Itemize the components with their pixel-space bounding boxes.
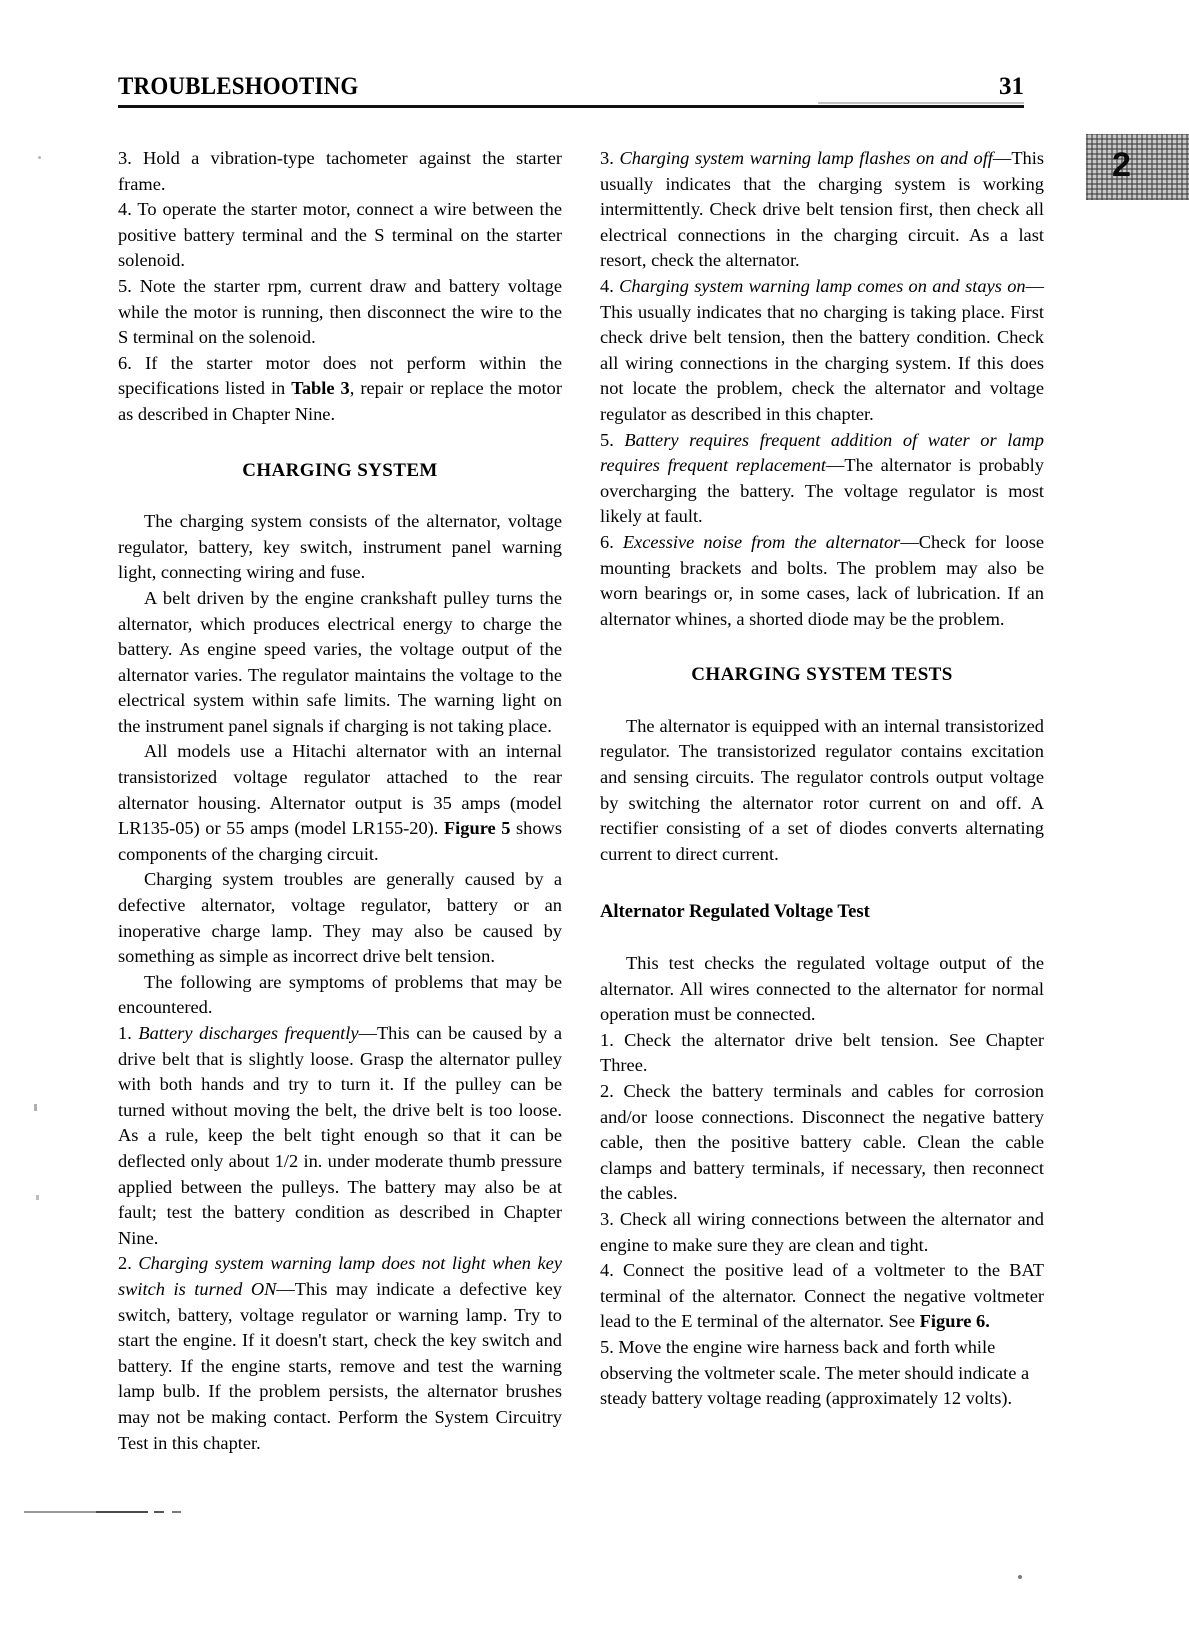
figure-reference: Figure 5 xyxy=(443,818,511,839)
page-number: 31 xyxy=(999,73,1024,100)
scan-artifact-dash xyxy=(154,1511,164,1513)
table-reference: Table 3 xyxy=(291,378,350,399)
symptom-item: 3. Charging system warning lamp flashes on and off—This usually indicates that the charging system is working intermittently. Check drive belt tension first, then check all electrical connections in the charging circuit. As a last resort, check the alternator. xyxy=(600,148,1045,271)
list-item: 3. Check all wiring connections between the alternator and engine to make sure they are clean and tight. xyxy=(600,1208,1044,1255)
symptom-title: Charging system warning lamp flashes on and off xyxy=(619,148,993,168)
section-heading: CHARGING SYSTEM TESTS xyxy=(691,664,953,686)
symptom-title: Excessive noise from the alternator xyxy=(622,531,901,552)
right-column xyxy=(600,146,1044,1412)
symptom-item: 1. Battery discharges frequently—This can be caused by a drive belt that is slightly loose. Grasp the alternator pulley with both hands and try to turn it. If the pulley can be turned without moving the belt, the drive belt is too loose. As a rule, keep the belt tight enough so that it can be deflected only about 1/2 in. under moderate thumb pressure applied between the pulleys. The battery may also be at fault; test the battery condition as described in Chapter Nine. xyxy=(118,1023,562,1248)
list-item: 6. If the starter motor does not perform within the specifications listed in Table 3, repair or replace the motor as described in Chapter Nine. xyxy=(118,352,562,424)
scan-artifact-speck xyxy=(38,156,41,159)
scan-artifact-speck xyxy=(1018,1575,1022,1579)
page-header xyxy=(118,72,1024,112)
scan-artifact-line xyxy=(96,1511,148,1513)
paragraph: The charging system consists of the alternator, voltage regulator, battery, key switch, instrument panel warning light, connecting wiring and fuse. xyxy=(118,511,562,583)
header-rule-artifact xyxy=(818,102,1024,104)
list-item: 2. Check the battery terminals and cables for corrosion and/or loose connections. Disconnect the negative battery cable, then the positive battery cable. Clean the cable clamps and battery terminals, if necessary, then reconnect the cables. xyxy=(600,1081,1044,1204)
scan-artifact-dash xyxy=(172,1511,181,1513)
figure-reference: Figure 6. xyxy=(919,1311,990,1332)
chapter-thumb-tab xyxy=(1086,134,1189,200)
page-title: TROUBLESHOOTING xyxy=(118,73,359,100)
symptom-item: 4. Charging system warning lamp comes on and stays on—This usually indicates that no charging is taking place. First check drive belt tension, then the battery condition. Check all wiring connections in the charging system. If this does not locate the problem, check the alternator and voltage regulator as described in this chapter. xyxy=(600,275,1045,424)
list-item: 5. Note the starter rpm, current draw and battery voltage while the motor is running, then disconnect the wire to the S terminal on the solenoid. xyxy=(118,275,562,348)
paragraph: A belt driven by the engine crankshaft pulley turns the alternator, which produces electrical energy to charge the battery. As engine speed varies, the voltage output of the alternator varies. The regulator maintains the voltage to the electrical system within safe limits. The warning light on the instrument panel signals if charging is not taking place. xyxy=(118,587,562,736)
list-item: 4. To operate the starter motor, connect a wire between the positive battery terminal and the S terminal on the starter solenoid. xyxy=(118,199,562,271)
symptom-title: Battery requires frequent addition of water or lamp requires frequent replacement xyxy=(600,429,1044,476)
list-item: 1. Check the alternator drive belt tension. See Chapter Three. xyxy=(600,1029,1044,1076)
symptom-item: 5. Battery requires frequent addition of water or lamp requires frequent replacement—The alternator is probably overcharging the battery. The voltage regulator is most likely at fault. xyxy=(600,429,1044,527)
list-item: 4. Connect the positive lead of a voltmeter to the BAT terminal of the alternator. Connect the negative voltmeter lead to the E terminal of the alternator. See Figure 6. xyxy=(600,1260,1044,1332)
symptom-item: 6. Excessive noise from the alternator—Check for loose mounting brackets and bolts. The problem may also be worn bearings or, in some cases, lack of lubrication. If an alternator whines, a shorted diode may be the problem. xyxy=(600,531,1045,629)
paragraph: The alternator is equipped with an internal transistorized regulator. The transistorized regulator contains excitation and sensing circuits. The regulator controls output voltage by switching the alternator rotor current on and off. A rectifier consisting of a set of diodes converts alternating current to direct current. xyxy=(600,715,1044,864)
scan-artifact-line xyxy=(24,1511,96,1513)
scan-artifact-speck xyxy=(34,1104,37,1111)
symptom-item: 2. Charging system warning lamp does not light when key switch is turned ON—This may indicate a defective key switch, battery, voltage regulator or warning lamp. Try to start the engine. If it doesn't start, check the key switch and battery. If the engine starts, remove and test the warning lamp bulb. If the problem persists, the alternator brushes may not be making contact. Perform the System Circuitry Test in this chapter. xyxy=(118,1253,562,1453)
symptom-title: Battery discharges frequently xyxy=(138,1023,359,1043)
left-column xyxy=(118,146,562,1456)
paragraph: This test checks the regulated voltage output of the alternator. All wires connected to the alternator for normal operation must be connected. xyxy=(600,953,1044,1025)
header-rule xyxy=(118,105,1024,108)
paragraph: All models use a Hitachi alternator with an internal transistorized voltage regulator attached to the rear alternator housing. Alternator output is 35 amps (model LR135-05) or 55 amps (model LR155-20). Figure 5 shows components of the charging circuit. xyxy=(118,741,562,864)
paragraph: Charging system troubles are generally caused by a defective alternator, voltage regulator, battery or an inoperative charge lamp. They may also be caused by something as simple as incorrect drive belt tension. xyxy=(118,869,562,967)
sub-heading: Alternator Regulated Voltage Test xyxy=(600,901,870,923)
scan-artifact-speck xyxy=(36,1195,39,1200)
section-heading: CHARGING SYSTEM xyxy=(242,459,438,481)
list-item: 5. Move the engine wire harness back and forth while observing the voltmeter scale. The meter should indicate a steady battery voltage reading (approximately 12 volts). xyxy=(600,1336,1030,1409)
paragraph: The following are symptoms of problems that may be encountered. xyxy=(118,971,562,1018)
list-item: 3. Hold a vibration-type tachometer against the starter frame. xyxy=(118,148,562,194)
symptom-title: Charging system warning lamp does not light when key switch is turned ON xyxy=(118,1253,562,1299)
chapter-number: 2 xyxy=(1112,146,1131,184)
symptom-title: Charging system warning lamp comes on and stays on xyxy=(619,275,1026,296)
